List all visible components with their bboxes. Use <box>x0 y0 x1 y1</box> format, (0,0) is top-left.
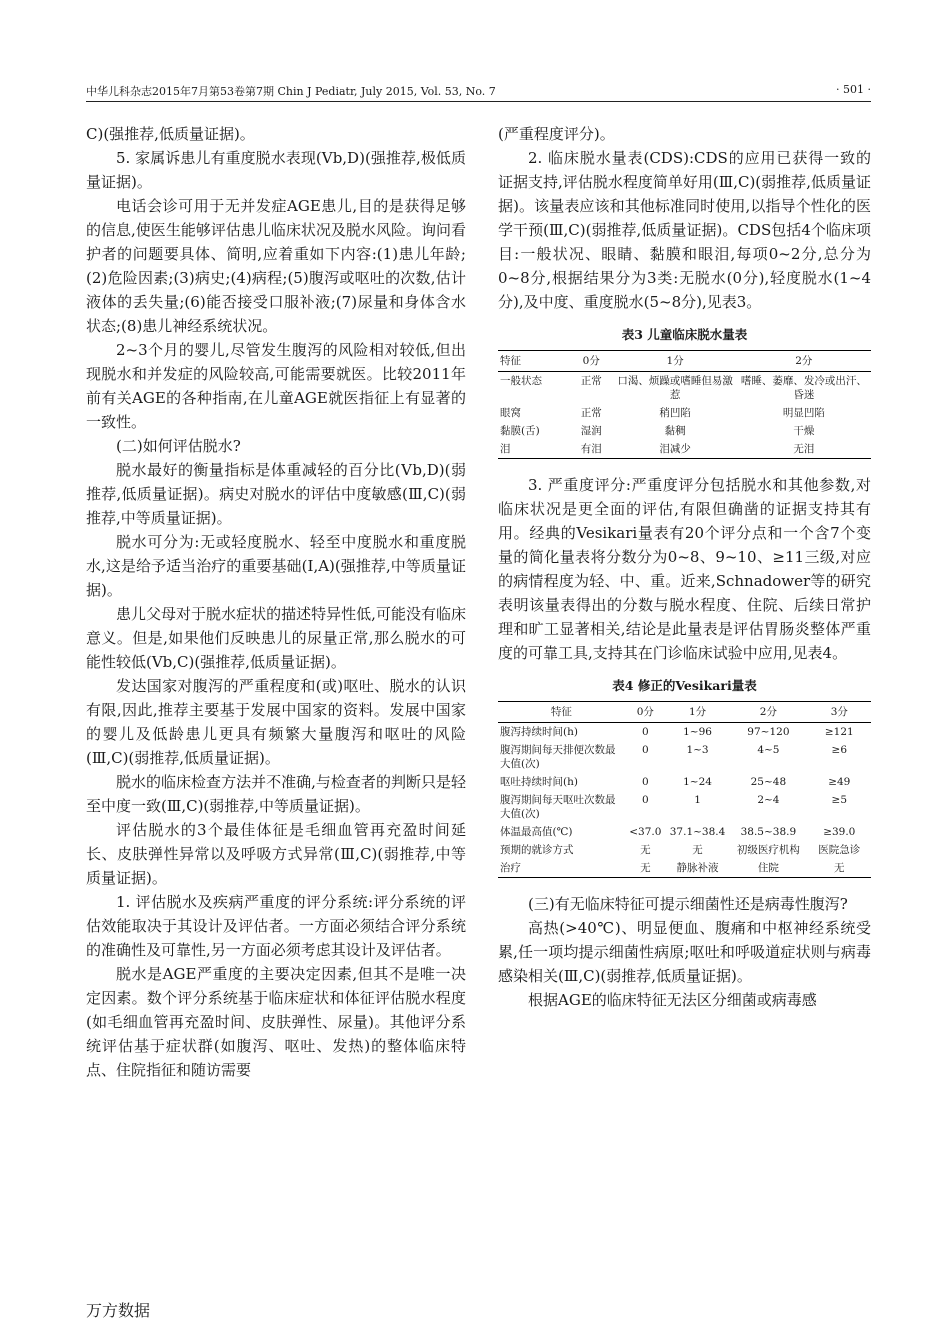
table-cell: 正常 <box>580 407 602 419</box>
paragraph: (三)有无临床特征可提示细菌性还是病毒性腹泻? <box>528 895 848 913</box>
table-cell: 25~48 <box>750 776 787 788</box>
table-cell: 明显凹陷 <box>782 407 825 419</box>
table-row <box>498 773 871 791</box>
paragraph: 脱水可分为:无或轻度脱水、轻至中度脱水和重度脱水,这是给予适当治疗的重要基础(Ⅰ,A)(强推荐,中等质量证据)。 <box>86 533 466 599</box>
table-cell: 口渴、烦躁或嗜睡但易激惹 <box>617 375 733 401</box>
paragraph: (二)如何评估脱水? <box>116 437 241 455</box>
table-header-cell: 特征 <box>498 351 569 372</box>
table-cell: 无泪 <box>737 440 871 459</box>
table-cell: ≥121 <box>824 726 854 738</box>
right-column <box>498 122 871 1012</box>
table-cell: 0 <box>641 744 649 756</box>
table-header-cell: 1分 <box>666 702 729 723</box>
table-cell: 0 <box>641 726 649 738</box>
table-cell: 医院急诊 <box>818 844 861 856</box>
table-cell: ≥6 <box>831 744 848 756</box>
table-cell: 泪 <box>498 440 569 459</box>
table-cell: 住院 <box>729 859 807 878</box>
table-cell: 4~5 <box>757 744 780 756</box>
table-cell: 体温最高值(℃) <box>500 826 573 838</box>
table-cell: 37.1~38.4 <box>669 826 726 838</box>
table3 <box>498 350 871 459</box>
table-cell: 无 <box>640 844 651 856</box>
running-header <box>86 83 871 101</box>
table-cell: 0 <box>641 794 649 806</box>
table4 <box>498 701 871 878</box>
table-cell: 呕吐持续时间(h) <box>500 776 578 788</box>
page-number: · 501 · <box>836 83 871 96</box>
table-header-cell: 特征 <box>498 702 625 723</box>
paragraph: 患儿父母对于脱水症状的描述特异性低,可能没有临床意义。但是,如果他们反映患儿的尿量正常,那么脱水的可能性较低(Ⅴb,C)(强推荐,低质量证据)。 <box>86 605 466 671</box>
table-cell: 腹泻期间每天呕吐次数最大值(次) <box>500 794 616 820</box>
table-cell: 腹泻期间每天排便次数最大值(次) <box>500 744 616 770</box>
table-cell: 无 <box>692 844 703 856</box>
table3-caption: 表3 儿童临床脱水量表 <box>621 327 748 342</box>
left-column <box>86 122 466 1082</box>
table-header-cell: 1分 <box>614 351 737 372</box>
table-cell: 97~120 <box>747 726 790 738</box>
paragraph: 评估脱水的3个最佳体征是毛细血管再充盈时间延长、皮肤弹性异常以及呼吸方式异常(Ⅲ,C)(弱推荐,中等质量证据)。 <box>86 821 466 887</box>
table-cell: 1 <box>694 794 701 806</box>
paragraph: 脱水是AGE严重度的主要决定因素,但其不是唯一决定因素。数个评分系统基于临床症状和体征评估脱水程度(如毛细血管再充盈时间、皮肤弹性、尿量)。其他评分系统评估基于症状群(如腹泻、呕吐、发热)的整体临床特点、住院指征和随访需要 <box>86 965 466 1079</box>
paragraph: 脱水最好的衡量指标是体重减轻的百分比(Ⅴb,D)(弱推荐,低质量证据)。病史对脱水的评估中度敏感(Ⅲ,C)(弱推荐,中等质量证据)。 <box>86 461 466 527</box>
table-cell: 嗜睡、萎靡、发冷或出汗、昏迷 <box>740 375 867 401</box>
watermark-footer: 万方数据 <box>86 1301 151 1320</box>
table-header-cell: 2分 <box>737 351 871 372</box>
paragraph: 高热(>40℃)、明显便血、腹痛和中枢神经系统受累,任一项均提示细菌性病原;呕吐和呼吸道症状则与病毒感染相关(Ⅲ,C)(弱推荐,低质量证据)。 <box>498 919 871 985</box>
table-row <box>498 404 871 422</box>
table-cell: 预期的就诊方式 <box>500 844 574 856</box>
right-top-text <box>498 122 871 314</box>
header-rule <box>86 101 871 102</box>
table-cell: 稍凹陷 <box>659 407 691 419</box>
paragraph: 2. 临床脱水量表(CDS):CDS的应用已获得一致的证据支持,评估脱水程度简单好用(Ⅲ,C)(弱推荐,低质量证据)。该量表应该和其他标准同时使用,以指导个性化的医学干预(Ⅲ,C)(弱推荐,低质量证据)。CDS包括4个临床项目:一般状况、眼睛、黏膜和眼泪,每项0~2分,总分为0~8分,根据结果分为3类:无脱水(0分),轻度脱水(1~4分),及中度、重度脱水(5~8分),见表3。 <box>498 149 871 311</box>
table-row <box>498 723 871 742</box>
table-cell: 一般状态 <box>500 375 542 387</box>
table-row <box>498 859 871 878</box>
table-cell: 38.5~38.9 <box>740 826 797 838</box>
table-cell: ≥49 <box>828 776 851 788</box>
table-cell: 1~24 <box>683 776 712 788</box>
table-cell: ≥39.0 <box>823 826 856 838</box>
paragraph: 5. 家属诉患儿有重度脱水表现(Ⅴb,D)(强推荐,极低质量证据)。 <box>86 149 466 191</box>
table-header-cell: 0分 <box>625 702 666 723</box>
table-row <box>498 791 871 823</box>
right-mid-text <box>498 473 871 665</box>
table-cell: 有泪 <box>569 440 614 459</box>
table-cell: 泪减少 <box>614 440 737 459</box>
table-row <box>498 422 871 440</box>
table-cell: 0 <box>641 776 649 788</box>
table-row <box>498 823 871 841</box>
paragraph: 脱水的临床检查方法并不准确,与检查者的判断只是轻至中度一致(Ⅲ,C)(弱推荐,中等质量证据)。 <box>86 773 466 815</box>
table-cell: 初级医疗机构 <box>736 844 800 856</box>
paragraph: (严重程度评分)。 <box>498 125 615 143</box>
table-row <box>498 841 871 859</box>
table-cell: 腹泻持续时间(h) <box>500 726 578 738</box>
paragraph: 发达国家对腹泻的严重程度和(或)呕吐、脱水的认识有限,因此,推荐主要基于发展中国家的资料。发展中国家的婴儿及低龄患儿更具有频繁大量腹泻和呕吐的风险(Ⅲ,C)(弱推荐,低质量证据)。 <box>86 677 466 767</box>
table-cell: 2~4 <box>757 794 780 806</box>
paragraph: C)(强推荐,低质量证据)。 <box>86 125 255 143</box>
table-cell: 1~96 <box>683 726 712 738</box>
paragraph: 根据AGE的临床特征无法区分细菌或病毒感 <box>528 991 817 1009</box>
table-cell: 黏膜(舌) <box>500 425 540 437</box>
table-cell: 正常 <box>580 375 602 387</box>
right-bottom-text <box>498 892 871 1012</box>
table-cell: 眼窝 <box>500 407 521 419</box>
table-row <box>498 372 871 405</box>
table-cell: ≥5 <box>831 794 848 806</box>
table-cell: 黏稠 <box>664 425 686 437</box>
paragraph: 电话会诊可用于无并发症AGE患儿,目的是获得足够的信息,使医生能够评估患儿临床状况及脱水风险。询问看护者的问题要具体、简明,应着重如下内容:(1)患儿年龄;(2)危险因素;(3)病史;(4)病程;(5)腹泻或呕吐的次数,估计液体的丢失量;(6)能否接受口服补液;(7)尿量和身体含水状态;(8)患儿神经系统状况。 <box>86 197 466 335</box>
journal-citation: 中华儿科杂志2015年7月第53卷第7期 Chin J Pediatr, July 2015, Vol. 53, No. 7 <box>86 85 496 98</box>
table-cell: <37.0 <box>629 826 662 838</box>
paragraph: 3. 严重度评分:严重度评分包括脱水和其他参数,对临床状况是更全面的评估,有限但确凿的证据支持其有用。经典的Vesikari量表有20个评分点和一个含7个变量的简化量表将分数分为0~8、9~10、≥11三级,对应的病情程度为轻、中、重。近来,Schnadower等的研究表明该量表得出的分数与脱水程度、住院、后续日常护理和旷工显著相关,结论是此量表是评估胃肠炎整体严重度的可靠工具,支持其在门诊临床试验中应用,见表4。 <box>498 476 871 662</box>
table-row <box>498 440 871 459</box>
paragraph: 1. 评估脱水及疾病严重度的评分系统:评分系统的评估效能取决于其设计及评估者。一方面必须结合评分系统的准确性及可靠性,另一方面必须考虑其设计及评估者。 <box>86 893 466 959</box>
table-cell: 无 <box>808 859 871 878</box>
table-header-cell: 2分 <box>729 702 807 723</box>
table-row <box>498 741 871 773</box>
table-cell: 静脉补液 <box>666 859 729 878</box>
table-cell: 无 <box>625 859 666 878</box>
table-cell: 干燥 <box>793 425 815 437</box>
table-cell: 1~3 <box>686 744 709 756</box>
table4-caption: 表4 修正的Vesikari量表 <box>612 678 757 693</box>
paragraph: 2~3个月的婴儿,尽管发生腹泻的风险相对较低,但出现脱水和并发症的风险较高,可能需要就医。比较2011年前有关AGE的各种指南,在儿童AGE就医指征上有显著的一致性。 <box>86 341 466 431</box>
table-header-cell: 3分 <box>808 702 871 723</box>
table-cell: 治疗 <box>498 859 625 878</box>
table-cell: 湿润 <box>580 425 602 437</box>
table-header-cell: 0分 <box>569 351 614 372</box>
